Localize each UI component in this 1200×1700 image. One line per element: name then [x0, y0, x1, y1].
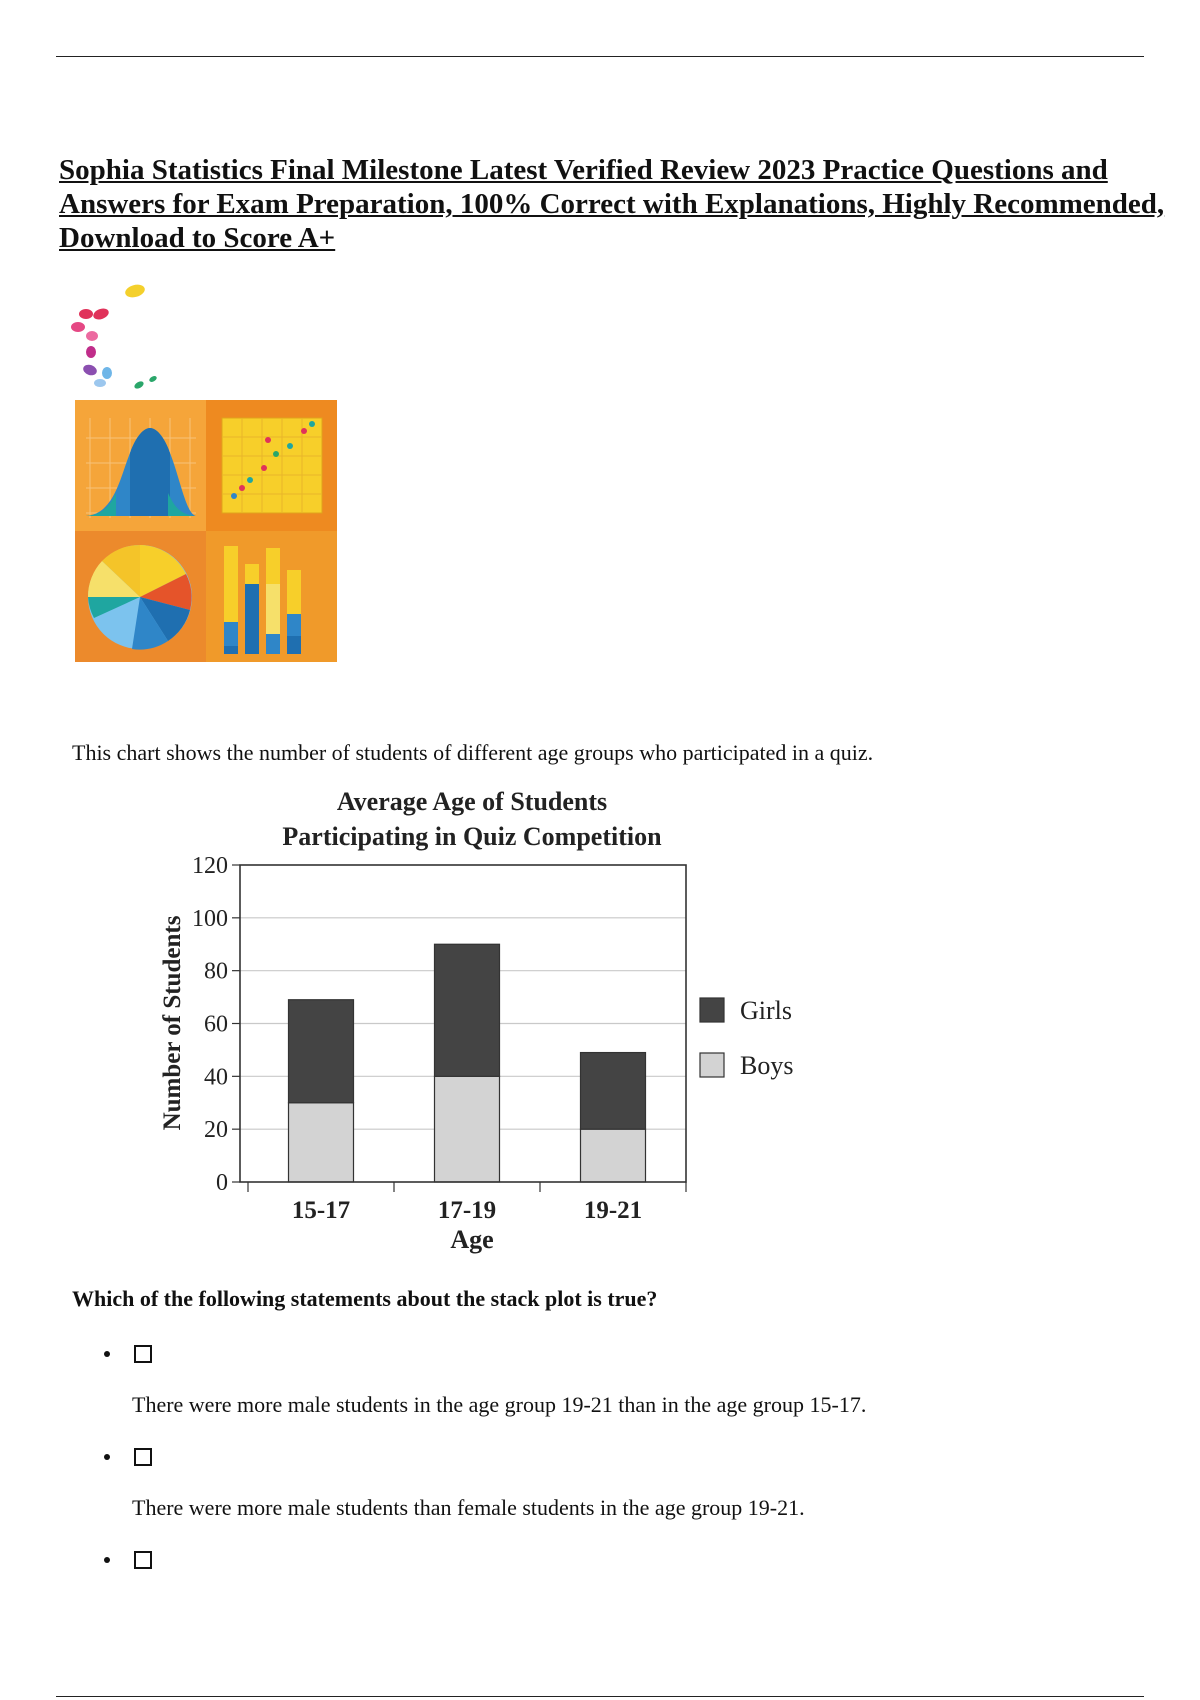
y-tick-label: 40 [204, 1064, 228, 1091]
statistics-collage-icon [64, 278, 348, 664]
bar-girls-15-17 [289, 1000, 354, 1103]
legend-swatch-girls [700, 998, 724, 1022]
answer-option-1 [104, 1345, 152, 1363]
legend-swatch-boys [700, 1053, 724, 1077]
bar-girls-19-21 [581, 1053, 646, 1130]
document-title: Sophia Statistics Final Milestone Latest Verified Review 2023 Practice Questions and Answers for Exam Preparation, 100% Correct with Explanations, Highly Recommended, Download to Score A+ [59, 154, 1165, 254]
y-tick-label: 20 [204, 1117, 228, 1144]
bar-boys-15-17 [289, 1103, 354, 1182]
legend-label-girls: Girls [740, 996, 792, 1025]
x-tick-label: 17-19 [437, 1197, 497, 1224]
top-rule [56, 56, 1144, 57]
answer-option-2-text: There were more male students than female students in the age group 19-21. [132, 1495, 805, 1520]
chart-intro-text: This chart shows the number of students of different age groups who participated in a quiz. [72, 740, 874, 765]
y-tick-label: 80 [204, 958, 228, 985]
bottom-rule [56, 1696, 1144, 1697]
legend-label-boys: Boys [740, 1051, 794, 1080]
question-text: Which of the following statements about the stack plot is true? [72, 1286, 658, 1311]
bar-boys-17-19 [435, 1076, 500, 1182]
bullet [104, 1351, 110, 1357]
x-axis-label: Age [450, 1225, 494, 1254]
bar-boys-19-21 [581, 1129, 646, 1182]
y-tick-label: 120 [192, 853, 228, 879]
answer-option-3 [104, 1551, 152, 1569]
stacked-bar-chart [150, 780, 830, 1260]
y-tick-label: 100 [192, 905, 228, 932]
bullet [104, 1557, 110, 1563]
y-tick-label: 0 [216, 1170, 228, 1196]
x-tick-label: 15-17 [291, 1197, 351, 1224]
x-tick-label: 19-21 [583, 1197, 643, 1224]
bar-girls-17-19 [435, 944, 500, 1076]
y-axis-label: Number of Students [159, 915, 186, 1131]
answer-checkbox-2[interactable] [134, 1448, 152, 1466]
answer-option-1-text: There were more male students in the age group 19-21 than in the age group 15-17. [132, 1392, 867, 1417]
answer-checkbox-1[interactable] [134, 1345, 152, 1363]
bullet [104, 1454, 110, 1460]
answer-option-2 [104, 1448, 152, 1466]
answer-checkbox-3[interactable] [134, 1551, 152, 1569]
y-tick-label: 60 [204, 1011, 228, 1038]
chart-title-line-1: Average Age of Students [336, 787, 608, 816]
chart-title-line-2: Participating in Quiz Competition [282, 822, 662, 851]
